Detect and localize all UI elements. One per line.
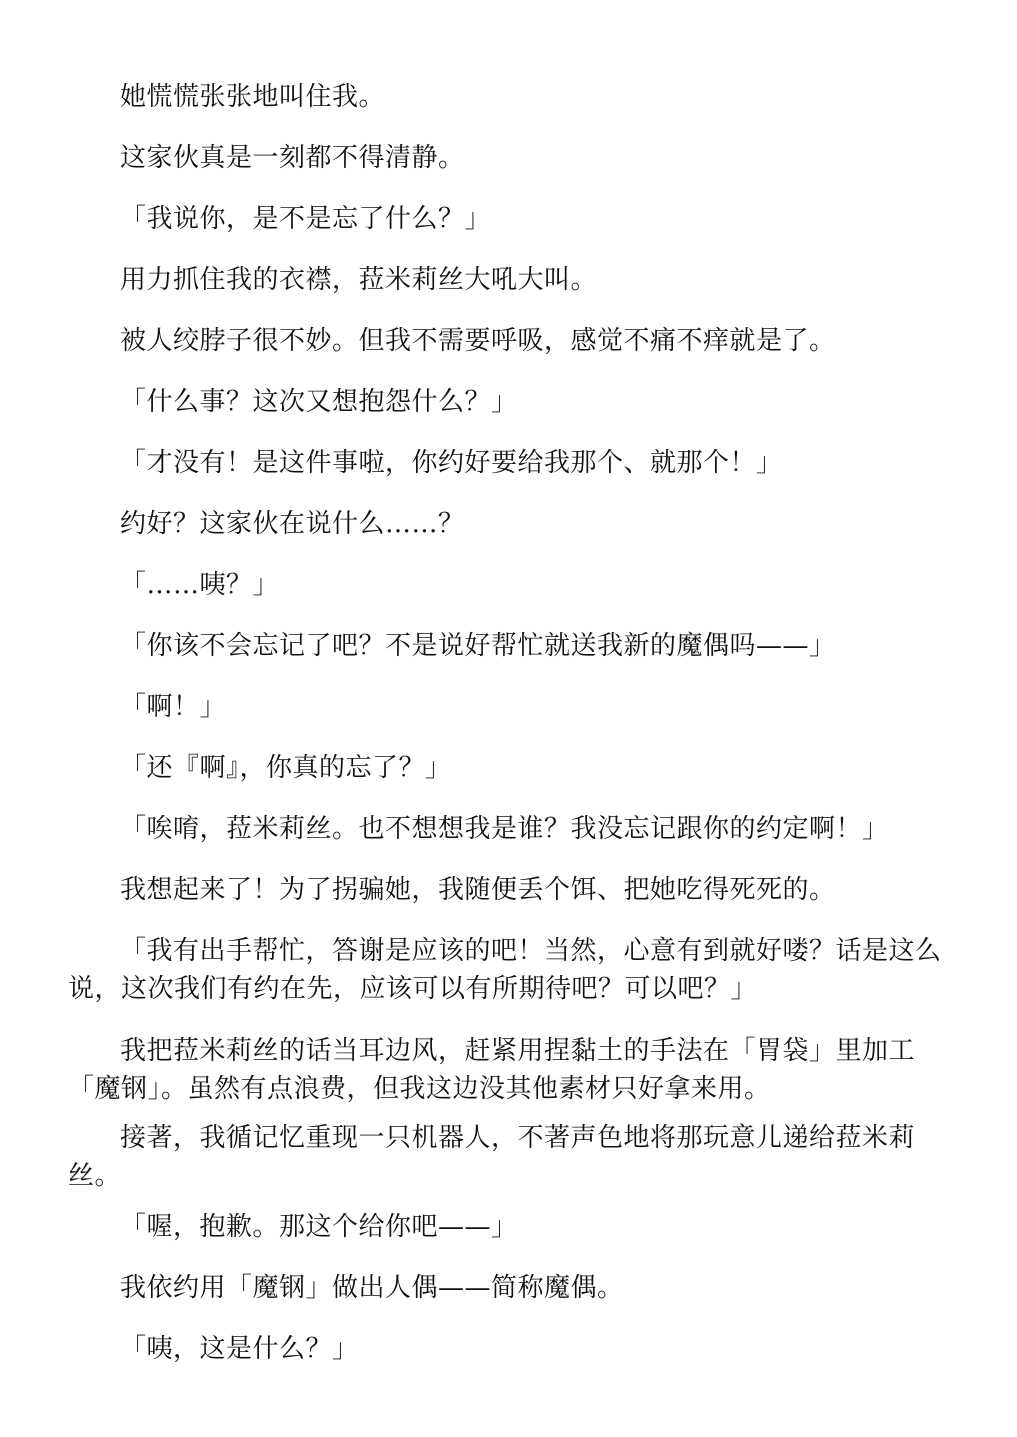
paragraph: 这家伙真是一刻都不得清静。: [120, 143, 465, 173]
paragraph: 接著，我循记忆重现一只机器人，不著声色地将那玩意儿递给菈米莉丝。: [68, 1123, 916, 1191]
paragraph: 「才没有！是这件事啦，你约好要给我那个、就那个！」: [120, 448, 783, 478]
paragraph: 「喔，抱歉。那这个给你吧——」: [120, 1212, 518, 1242]
paragraph: 我依约用「魔钢」做出人偶——简称魔偶。: [120, 1273, 624, 1303]
paragraph: 「还『啊』，你真的忘了？」: [120, 753, 452, 783]
paragraph: 她慌慌张张地叫住我。: [120, 82, 386, 112]
paragraph: 「唉唷，菈米莉丝。也不想想我是谁？我没忘记跟你的约定啊！」: [120, 814, 889, 844]
paragraph: 「……咦？」: [120, 570, 280, 600]
paragraph: 「我说你，是不是忘了什么？」: [120, 204, 492, 234]
paragraph: 「你该不会忘记了吧？不是说好帮忙就送我新的魔偶吗——」: [120, 631, 836, 661]
paragraph: 「啊！」: [120, 692, 227, 722]
paragraph: 我想起来了！为了拐骗她，我随便丢个饵、把她吃得死死的。: [120, 875, 836, 905]
paragraph: 「咦，这是什么？」: [120, 1334, 359, 1364]
paragraph: 用力抓住我的衣襟，菈米莉丝大吼大叫。: [120, 265, 598, 295]
paragraph: 「我有出手帮忙，答谢是应该的吧！当然，心意有到就好喽？话是这么说，这次我们有约在先，应该可以有所期待吧？可以吧？」: [68, 936, 942, 1004]
paragraph: 约好？这家伙在说什么……？: [120, 509, 465, 539]
paragraph: 「什么事？这次又想抱怨什么？」: [120, 387, 518, 417]
paragraph: 我把菈米莉丝的话当耳边风，赶紧用捏黏土的手法在「胃袋」里加工「魔钢」。虽然有点浪费，但我这边没其他素材只好拿来用。: [68, 1036, 916, 1104]
paragraph: 被人绞脖子很不妙。但我不需要呼吸，感觉不痛不痒就是了。: [120, 326, 836, 356]
